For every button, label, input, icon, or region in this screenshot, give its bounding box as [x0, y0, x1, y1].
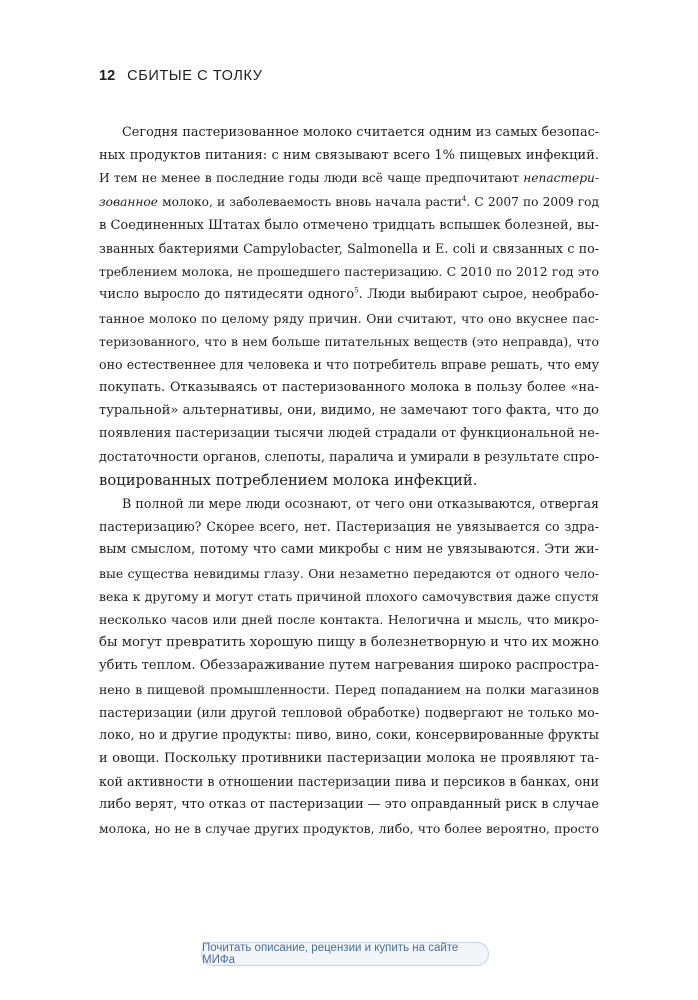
text-line: пастеризации (или другой тепловой обработке) подвергают не только мо- — [99, 704, 599, 720]
text-line: Сегодня пастеризованное молоко считается одним из самых безопас- — [122, 125, 600, 140]
text-run: И тем не менее в последние годы люди всё чаще предпочитают — [99, 171, 524, 186]
text-line: появления пастеризации тысячи людей страдали от функциональной не- — [99, 426, 600, 442]
italic-run: зованное — [99, 194, 158, 209]
running-head — [99, 68, 263, 84]
footnote-ref[interactable]: 5 — [354, 287, 359, 296]
text-line: локо, но и другие продукты: пиво, вино, соки, консервированные фрукты — [99, 727, 599, 743]
text-run: молоко, и заболеваемость вновь начала расти — [157, 194, 462, 209]
text-line: вые существа невидимы глазу. Они незаметно передаются от одного чело- — [99, 565, 599, 581]
text-line: теризованного, что в нем больше питательных веществ (это неправда), что — [99, 333, 599, 349]
body-text — [99, 121, 599, 840]
text-line: туральной» альтернативы, они, видимо, не замечают того факта, что до — [99, 403, 599, 419]
text-line — [99, 191, 599, 214]
text-line — [99, 283, 599, 306]
text-line — [99, 167, 599, 190]
text-line: нено в пищевой промышленности. Перед попаданием на полки магазинов — [99, 681, 599, 697]
text-line: кой активности в отношении пастеризации пива и персиков в банках, они — [99, 774, 599, 790]
text-run: . С 2007 по 2009 год — [466, 194, 600, 209]
running-title: СБИТЫЕ С ТОЛКУ — [127, 68, 263, 84]
text-line: либо верят, что отказ от пастеризации — это оправданный риск в случае — [99, 797, 599, 813]
text-line: ных продуктов питания: с ним связывают всего 1% пищевых инфекций. — [99, 148, 599, 164]
italic-run: непастери- — [523, 171, 599, 186]
text-line: несколько часов или дней после контакта. Нелогична и мысль, что микро- — [99, 611, 599, 627]
footnote-ref[interactable]: 4 — [461, 194, 467, 203]
text-line: в Соединенных Штатах было отмечено тридцать вспышек болезней, вы- — [99, 217, 599, 233]
page-number: 12 — [99, 68, 116, 84]
text-line: оно естественнее для человека и что потребитель вправе решать, что ему — [99, 356, 599, 372]
text-line: званных бактериями Campylobacter, Salmonella и E. coli и связанных с по- — [99, 240, 599, 256]
text-line: В полной ли мере люди осознают, от чего они отказываются, отвергая — [122, 496, 599, 511]
text-line: вым смыслом, потому что сами микробы с ним не увязываются. Эти жи- — [99, 542, 599, 558]
text-line: покупать. Отказываясь от пастеризованного молока в пользу более «на- — [99, 380, 599, 396]
text-line: пастеризацию? Скорее всего, нет. Пастеризация не увязывается со здра- — [99, 519, 599, 535]
text-line: и овощи. Поскольку противники пастеризации молока не проявляют та- — [99, 751, 599, 767]
text-line: танное молоко по целому ряду причин. Они считают, что оно вкуснее пас- — [99, 310, 599, 326]
text-line: треблением молока, не прошедшего пастеризацию. С 2010 по 2012 год это — [99, 264, 599, 280]
text-run: число выросло до пятидесяти одного — [99, 287, 355, 303]
text-line: достаточности органов, слепоты, паралича и умирали в результате спро- — [99, 449, 600, 465]
text-line: молока, но не в случае других продуктов, либо, что более вероятно, просто — [99, 820, 599, 836]
text-line: века к другому и могут стать причиной плохого самочувствия даже спустя — [99, 588, 599, 604]
text-line: воцированных потреблением молока инфекций. — [99, 471, 478, 489]
text-line: убить теплом. Обеззараживание путем нагревания широко распростра- — [99, 658, 599, 674]
buy-book-link[interactable]: Почитать описание, рецензии и купить на сайте МИФа — [201, 942, 489, 966]
text-line: бы могут превратить хорошую пищу в болезнетворную и что их можно — [99, 635, 599, 651]
text-run: . Люди выбирают сырое, необрабо- — [358, 287, 599, 303]
